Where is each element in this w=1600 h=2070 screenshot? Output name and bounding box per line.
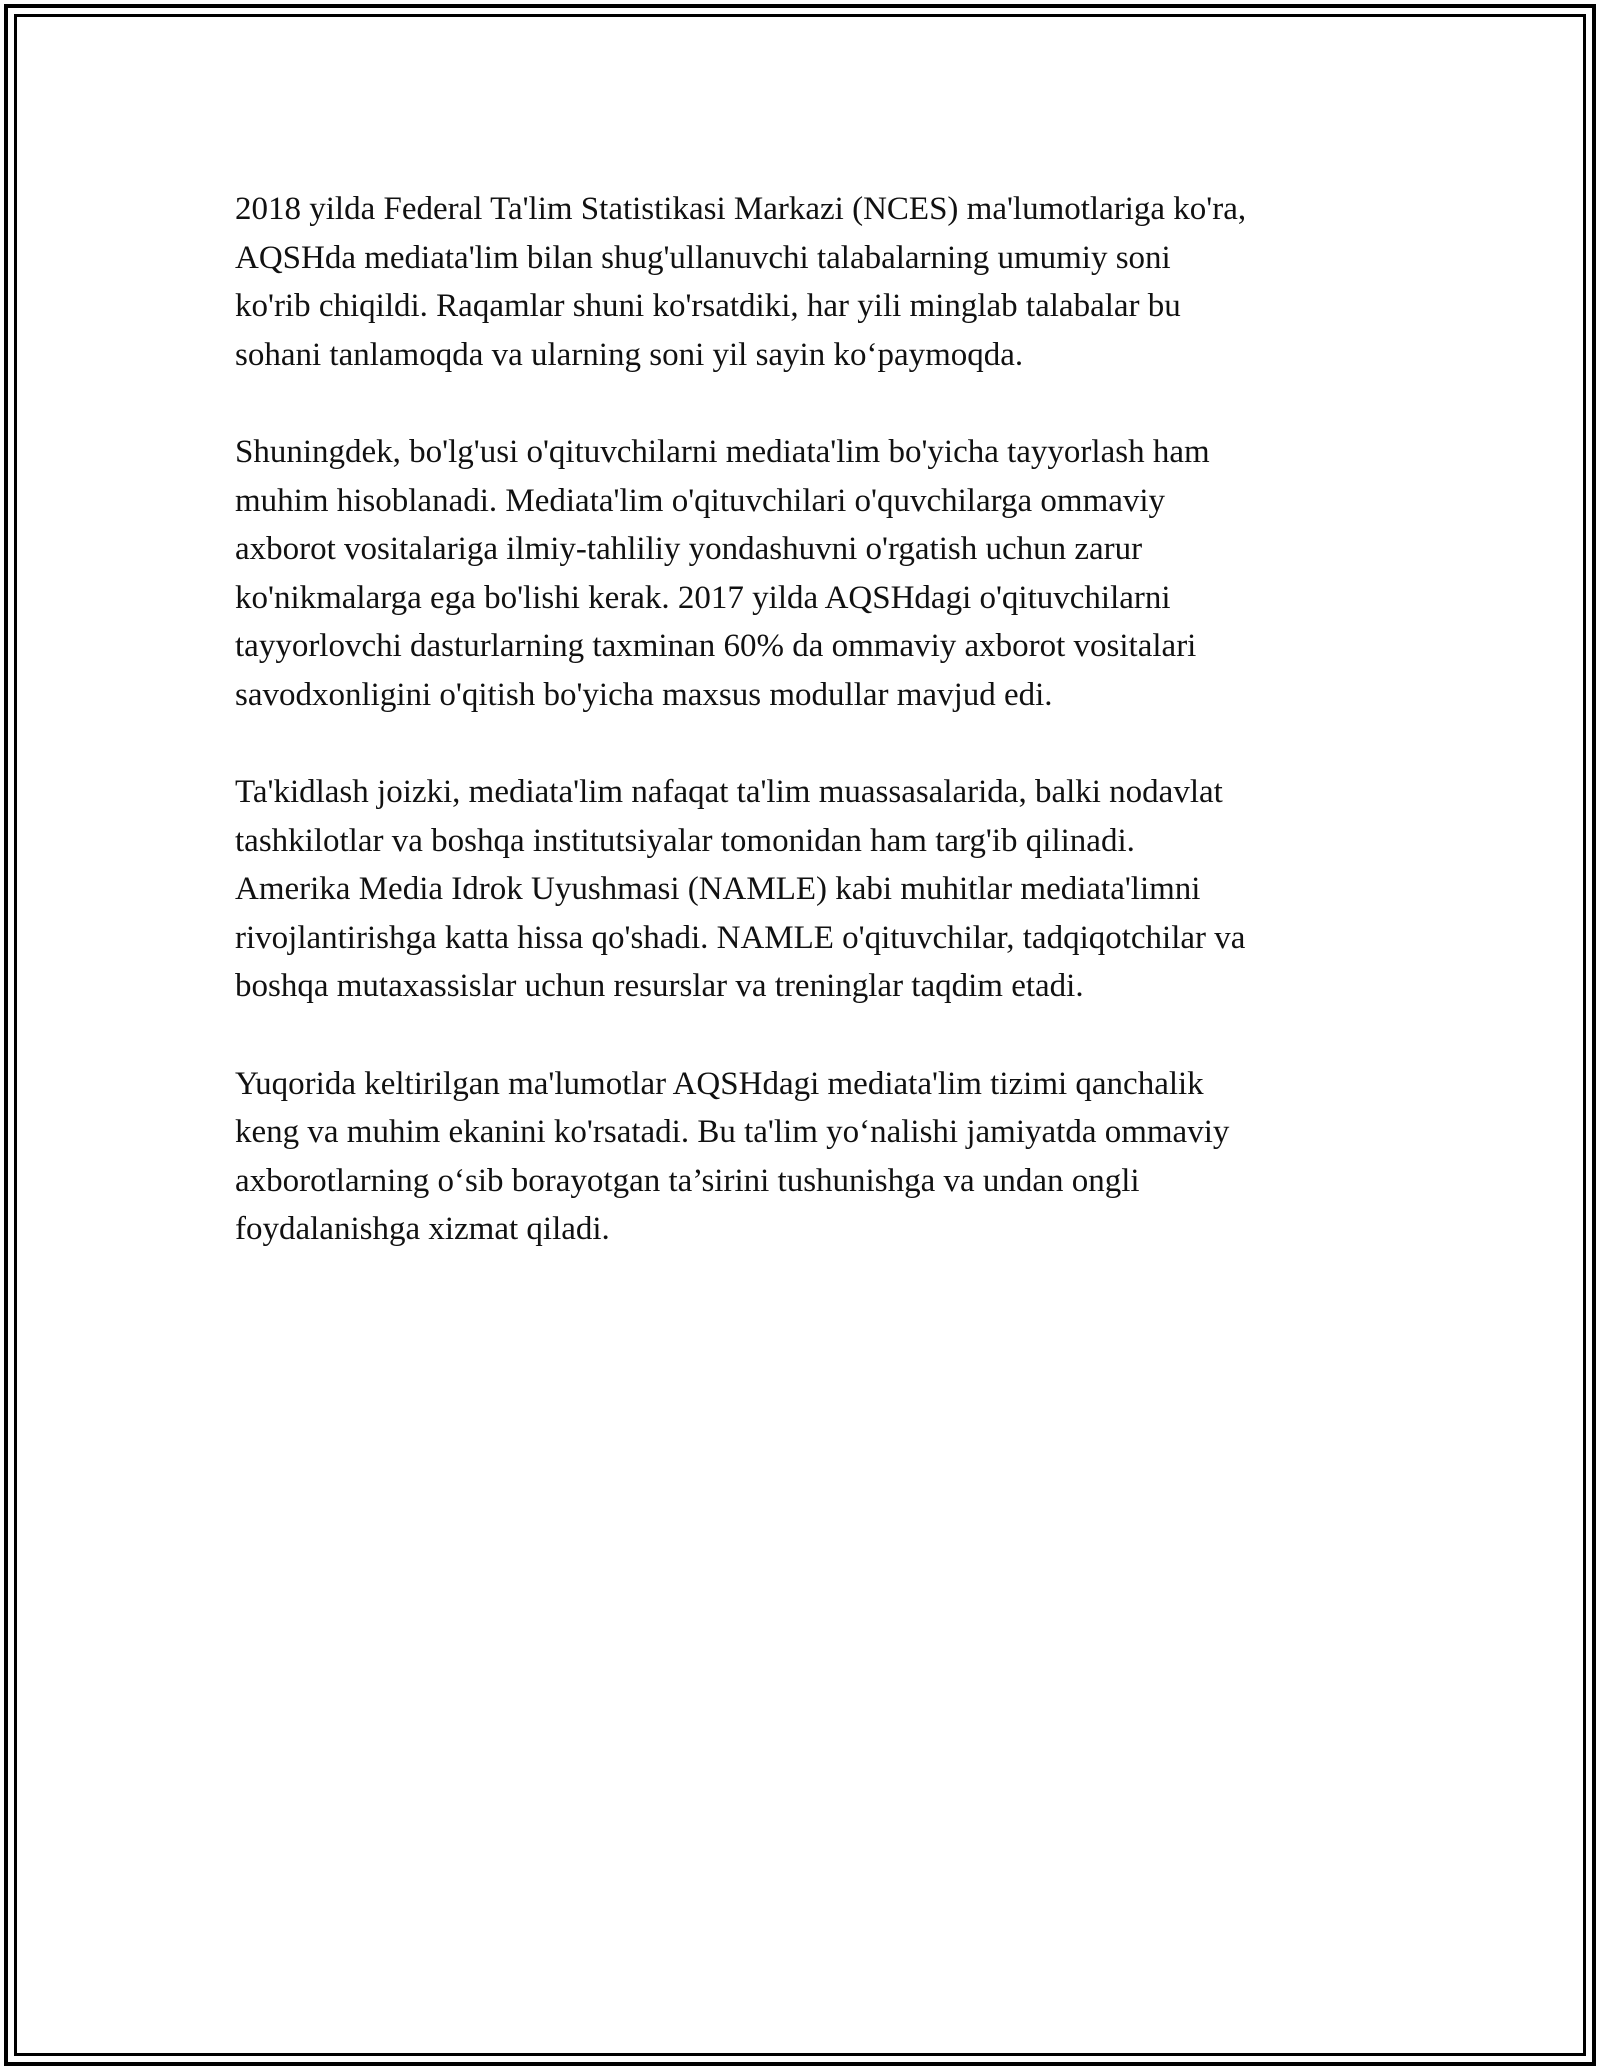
document-body — [235, 185, 1385, 1303]
paragraph-1 — [235, 185, 1385, 379]
text-line: AQSHda mediata'lim bilan shug'ullanuvchi talabalarning umumiy soni — [235, 239, 1171, 276]
text-line: tashkilotlar va boshqa institutsiyalar tomonidan ham targ'ib qilinadi. — [235, 822, 1135, 859]
text-line: Yuqorida keltirilgan ma'lumotlar AQSHdagi mediata'lim tizimi qanchalik — [235, 1065, 1204, 1102]
text-line: Amerika Media Idrok Uyushmasi (NAMLE) kabi muhitlar mediata'limni — [235, 871, 1201, 907]
paragraph-3 — [235, 768, 1385, 1011]
text-line: ko'nikmalarga ega bo'lishi kerak. 2017 yilda AQSHdagi o'qituvchilarni — [235, 579, 1171, 616]
text-line: savodxonligini o'qitish bo'yicha maxsus modullar mavjud edi. — [235, 676, 1053, 713]
text-line: boshqa mutaxassislar uchun resurslar va treninglar taqdim etadi. — [235, 968, 1084, 1004]
text-line: ko'rib chiqildi. Raqamlar shuni ko'rsatdiki, har yili minglab talabalar bu — [235, 288, 1181, 324]
text-line: tayyorlovchi dasturlarning taxminan 60% da ommaviy axborot vositalari — [235, 628, 1197, 664]
text-line: 2018 yilda Federal Ta'lim Statistikasi Markazi (NCES) ma'lumotlariga ko'ra, — [235, 191, 1247, 227]
paragraph-4 — [235, 1060, 1385, 1254]
text-line: rivojlantirishga katta hissa qo'shadi. NAMLE o'qituvchilar, tadqiqotchilar va — [235, 919, 1246, 956]
text-line: axborot vositalariga ilmiy-tahliliy yondashuvni o'rgatish uchun zarur — [235, 531, 1143, 567]
text-line: axborotlarning o‘sib borayotgan ta’sirini tushunishga va undan ongli — [235, 1162, 1140, 1199]
text-line: sohani tanlamoqda va ularning soni yil sayin ko‘paymoqda. — [235, 336, 1024, 373]
text-line: Shuningdek, bo'lg'usi o'qituvchilarni mediata'lim bo'yicha tayyorlash ham — [235, 434, 1210, 470]
text-line: foydalanishga xizmat qiladi. — [235, 1211, 610, 1247]
paragraph-2 — [235, 428, 1385, 719]
text-line: muhim hisoblanadi. Mediata'lim o'qituvchilari o'quvchilarga ommaviy — [235, 482, 1166, 519]
text-line: Ta'kidlash joizki, mediata'lim nafaqat ta'lim muassasalarida, balki nodavlat — [235, 774, 1223, 810]
text-line: keng va muhim ekanini ko'rsatadi. Bu ta'lim yo‘nalishi jamiyatda ommaviy — [235, 1114, 1230, 1150]
